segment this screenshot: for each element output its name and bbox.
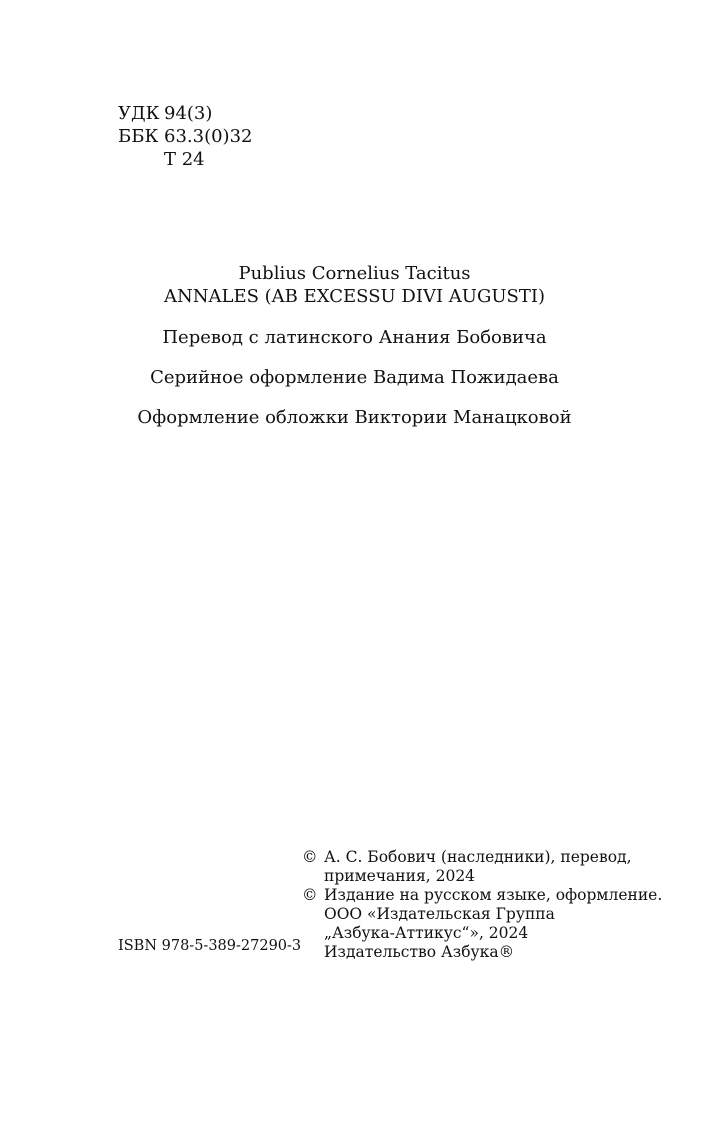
copyright-lines bbox=[324, 848, 632, 886]
latin-title: ANNALES (AB EXCESSU DIVI AUGUSTI) bbox=[164, 286, 545, 307]
copyright-line: Издание на русском языке, оформление. bbox=[324, 886, 663, 904]
author-mark: Т 24 bbox=[164, 149, 205, 170]
copyright-sign: © bbox=[302, 848, 318, 866]
classification-block bbox=[118, 102, 252, 171]
copyright-item-translation bbox=[302, 848, 662, 886]
cover-design-credit: Оформление обложки Виктории Манацковой bbox=[137, 407, 572, 428]
copyright-line: А. С. Бобович (наследники), перевод, bbox=[324, 848, 632, 866]
udk-value: 94(3) bbox=[164, 103, 213, 124]
translator-credit: Перевод с латинского Анания Бобовича bbox=[162, 327, 547, 348]
author-mark-spacer bbox=[118, 148, 164, 171]
copyright-line: примечания, 2024 bbox=[324, 867, 476, 885]
isbn: ISBN 978-5-389-27290-3 bbox=[118, 938, 302, 954]
series-design-credit: Серийное оформление Вадима Пожидаева bbox=[150, 367, 559, 388]
copyright-item-edition bbox=[302, 886, 662, 962]
bbk-label: ББК bbox=[118, 126, 159, 147]
latin-author: Publius Cornelius Tacitus bbox=[238, 263, 471, 284]
author-mark-row bbox=[118, 148, 252, 171]
bbk-value: 63.3(0)32 bbox=[164, 126, 253, 147]
copyright-line: Издательство Азбука® bbox=[324, 943, 515, 961]
copyright-lines bbox=[324, 886, 662, 962]
copyright-line: „Азбука-Аттикус“», 2024 bbox=[324, 924, 529, 942]
copyright-line: ООО «Издательская Группа bbox=[324, 905, 555, 923]
bbk-row bbox=[118, 125, 252, 148]
udk-row bbox=[118, 102, 252, 125]
copyright-sign: © bbox=[302, 886, 318, 904]
udk-label: УДК bbox=[118, 103, 160, 124]
copyright-block bbox=[302, 848, 662, 962]
